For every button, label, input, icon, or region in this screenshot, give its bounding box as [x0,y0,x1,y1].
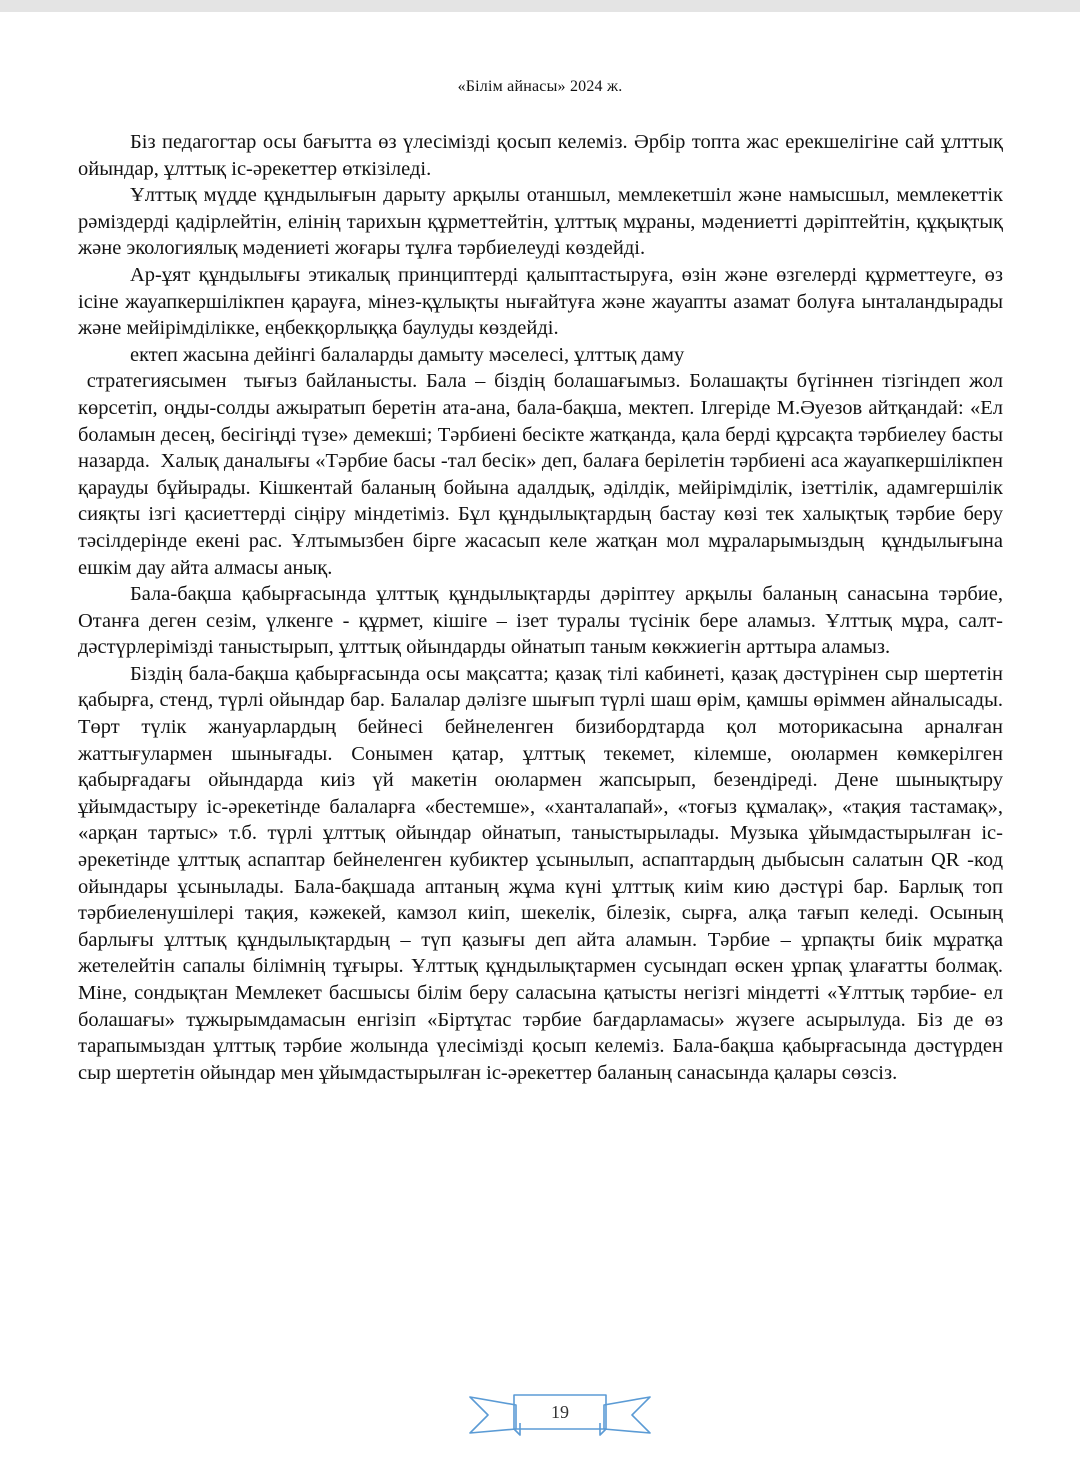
paragraph: Біз педагогтар осы бағытта өз үлесімізді қосып келеміз. Әрбір топта жас ерекшелігіне сай ұлттық ойындар, ұлттық іс-әрекеттер өткізіледі. [78,131,1003,180]
journal-header: «Білім айнасы» 2024 ж. [457,78,623,95]
paragraph: Ұлттық мүдде құндылығын дарыту арқылы отаншыл, мемлекетшіл және намысшыл, мемлекеттік рәміздерді қадірлейтін, елінің тарихын құрметтейтін, ұлттық мұраны, мәдениетті дәріптейтін, құқықтық және экологиялық мәдениеті жоғары тұлға тәрбиелеуді көздейді. [78,184,1003,260]
paragraph: Ар-ұят құндылығы этикалық принциптерді қалыптастыруға, өзін және өзгелерді құрметтеуге, өз ісіне жауапкершілікпен қарауға, мінез-құлықты нығайтуға және жауапты азамат болуға ынталандырады және мейірімділікке, еңбекқорлыққа баулуды көздейді. [78,263,1003,340]
article-body [78,129,1009,1086]
page-number: 19 [551,1402,569,1422]
document-page [0,12,1080,1467]
paragraph: Біздің бала-бақша қабырғасында осы мақсатта; қазақ тілі кабинеті, қазақ дәстүрінен сыр шертетін қабырға, стенд, түрлі ойындар бар. Балалар дәлізге шығып түрлі шаш өрім, қамшы өріммен айналысады. Төрт түлік жануарлардың бейнесі бейнеленген бизибордтарда қол моторикасына арналған жаттығулармен шынығады. Сонымен қатар, ұлттық текемет, кілемше, оюлармен көмкерілген қабырғадағы ойындарда киіз үй макетін оюлармен жапсырып, безендіреді. Дене шынықтыру ұйымдастыру іс-әрекетінде балаларға «бестемше», «ханталапай», «тоғыз құмалақ», «тақия тастамақ», «арқан тартыс» т.б. түрлі ұлттық ойындар ойнатып, таныстырылады. Музыка ұйымдастырылған іс-әрекетінде ұлттық аспаптар бейнеленген кубиктер ұсынылып, аспаптардың дыбысын салатын QR -код ойындары ұсынылады. Бала-бақшада аптаның жұма күні ұлттық киім кию дәстүрі бар. Барлық топ тәрбиеленушілері тақия, кәжекей, камзол киіп, шекелік, білезік, сырға, алқа тағып келеді. Осының барлығы ұлттық құндылықтардың – түп қазығы деп айта аламын. Тәрбие – ұрпақты биік мұратқа жетелейтін сапалы білімнің тұғыры. Ұлттық құндылықтармен сусындап өскен ұрпақ ұлағатты болмақ. Міне, сондықтан Мемлекет басшысы білім беру саласына қатысты негізгі міндетті «Ұлттық тәрбие- ел болашағы» тұжырымдамасын енгізіп «Біртұтас тәрбие бағдарламасы» жүзеге асырылуда. Біз де өз тарапымыздан ұлттық тәрбие жолында үлесімізді қосып келеміз. Бала-бақша қабырғасында дәстүрден сыр шертетін ойындар мен ұйымдастырылған іс-әрекеттер баланың санасында қалары сөзсіз. [78,662,1003,1084]
paragraph: Бала-бақша қабырғасында ұлттық құндылықтарды дәріптеу арқылы баланың санасына тәрбие, Отанға деген сезім, үлкенге - құрмет, кішіге – ізет туралы түсінік бере аламыз. Ұлттық мұра, салт-дәстүрлерімізді таныстырып, ұлттық ойындарды ойнатып таным көкжиегін арттыра аламыз. [78,583,1003,659]
paragraph: ектеп жасына дейінгі балаларды дамыту мәселесі, ұлттық даму [130,343,685,366]
paragraph: стратегиясымен тығыз байланысты. Бала – біздің болашағымыз. Болашақты бүгіннен тізгіндеп жол көрсетіп, оңды-солды ажыратып беретін ата-ана, бала-бақша, мектеп. Ілгеріде М.Әуезов айтқандай: «Ел боламын десең, бесігіңді түзе» демекші; Тәрбиені бесікте жатқанда, қала берді құрсақта тәрбиелеу басты назарда. Халық даналығы «Тәрбие басы -тал бесік» деп, балаға берілетін тәрбиені аса жауапкершілікпен қарауды бұйырады. Кішкентай баланың бойына адалдық, әділдік, мейірімділік, ізеттілік, адамгершілік сияқты ізгі қасиеттерді сіңіру міндетіміз. Бұл құндылықтардың бастау көзі тек халықтық тәрбие беру тәсілдерінде екені рас. Ұлтымызбен бірге жасасып келе жатқан мол мұраларымыздың құндылығына ешкім дау айта алмасы анық. [78,370,1009,579]
